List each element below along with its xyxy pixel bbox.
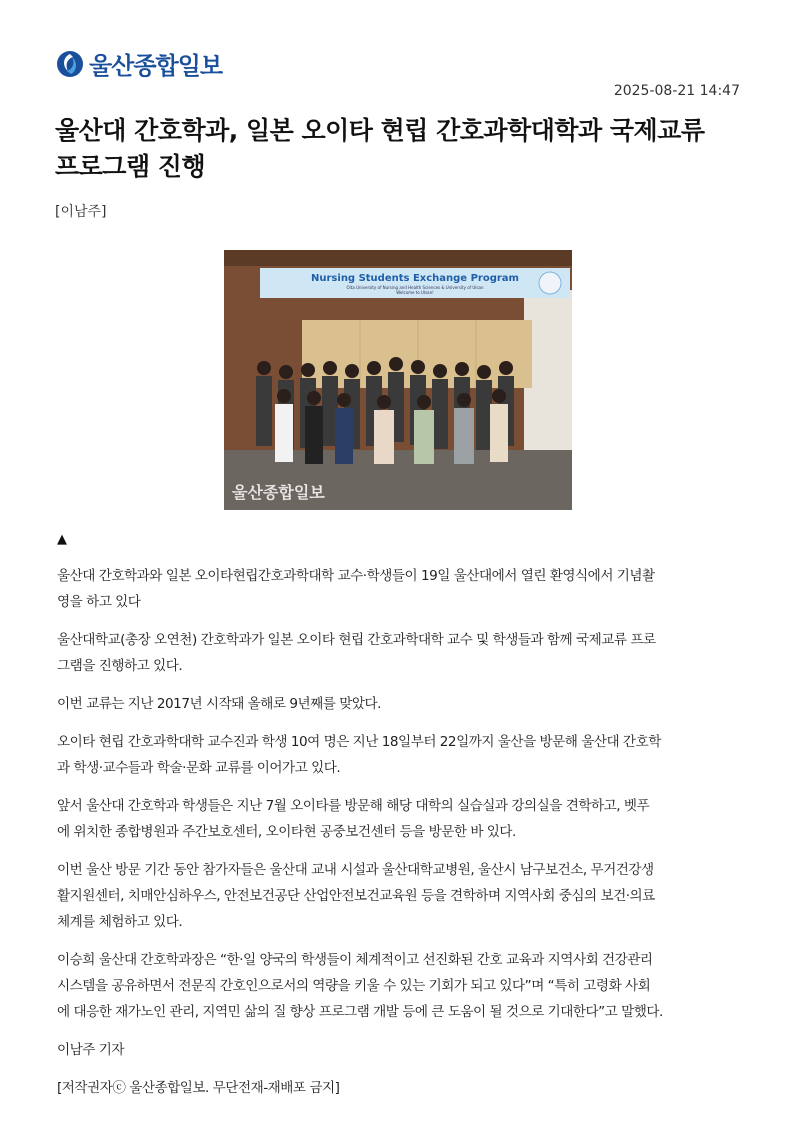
paragraph: 앞서 울산대 간호학과 학생들은 지난 7월 오이타를 방문해 해당 대학의 실습실과 강의실을 견학하고, 벳푸 에 위치한 종합병원과 주간보호센터, 오이타현 공중보건센터 등을 방문한 바 있다. [57, 798, 650, 840]
paragraph: 이번 울산 방문 기간 동안 참가자들은 울산대 교내 시설과 울산대학교병원, 울산시 남구보건소, 무거건강생 활지원센터, 치매안심하우스, 안전보건공단 산업안전보건교육원 등을 견학하며 지역사회 중심의 보건·의료 체계를 체험하고 있다. [57, 862, 655, 930]
byline: [이남주] [55, 204, 107, 220]
banner-subtitle: Oita University of Nursing and Health Sciences & University of Ulsan [346, 285, 484, 290]
reporter-name: 이남주 기자 [57, 1042, 124, 1058]
logo-text: 울산종합일보 [89, 52, 223, 80]
photo-caption: 울산대 간호학과와 일본 오이타현립간호과학대학 교수·학생들이 19일 울산대에서 열린 환영식에서 기념촬 영을 하고 있다 [57, 568, 655, 610]
paragraph: 이승희 울산대 간호학과장은 “한·일 양국의 학생들이 체계적이고 선진화된 간호 교육과 지역사회 건강관리 시스템을 공유하면서 전문직 간호인으로서의 역량을 키울 수 있는 기회가 되고 있다”며 “특히 고령화 사회 에 대응한 재가노인 관리, 지역민 삶의 질 향상 프로그램 개발 등에 큰 도움이 될 것으로 기대한다”고 말했다. [57, 952, 663, 1020]
article-title: 울산대 간호학과, 일본 오이타 현립 간호과학대학과 국제교류 프로그램 진행 [55, 116, 705, 181]
paragraph: 울산대학교(총장 오연천) 간호학과가 일본 오이타 현립 간호과학대학 교수 및 학생들과 함께 국제교류 프로 그램을 진행하고 있다. [57, 632, 656, 674]
group-photo-illustration [224, 250, 572, 510]
paragraph: 오이타 현립 간호과학대학 교수진과 학생 10여 명은 지난 18일부터 22일까지 울산을 방문해 울산대 간호학 과 학생·교수들과 학술·문화 교류를 이어가고 있다. [57, 734, 661, 776]
caption-marker-icon: ▲ [57, 532, 67, 547]
article-photo [224, 250, 572, 510]
photo-watermark: 울산종합일보 [232, 483, 325, 502]
paragraph: 이번 교류는 지난 2017년 시작돼 올해로 9년째를 맞았다. [57, 696, 381, 712]
banner-title: Nursing Students Exchange Program [311, 273, 519, 284]
site-logo[interactable] [55, 46, 222, 81]
logo-swirl-icon [55, 49, 85, 79]
banner-subtitle-2: Welcome to Ulsan! [396, 290, 434, 295]
copyright-notice: [저작권자ⓒ 울산종합일보. 무단전재-재배포 금지] [57, 1080, 340, 1096]
article-body [57, 563, 747, 1113]
publish-date: 2025-08-21 14:47 [613, 83, 740, 99]
